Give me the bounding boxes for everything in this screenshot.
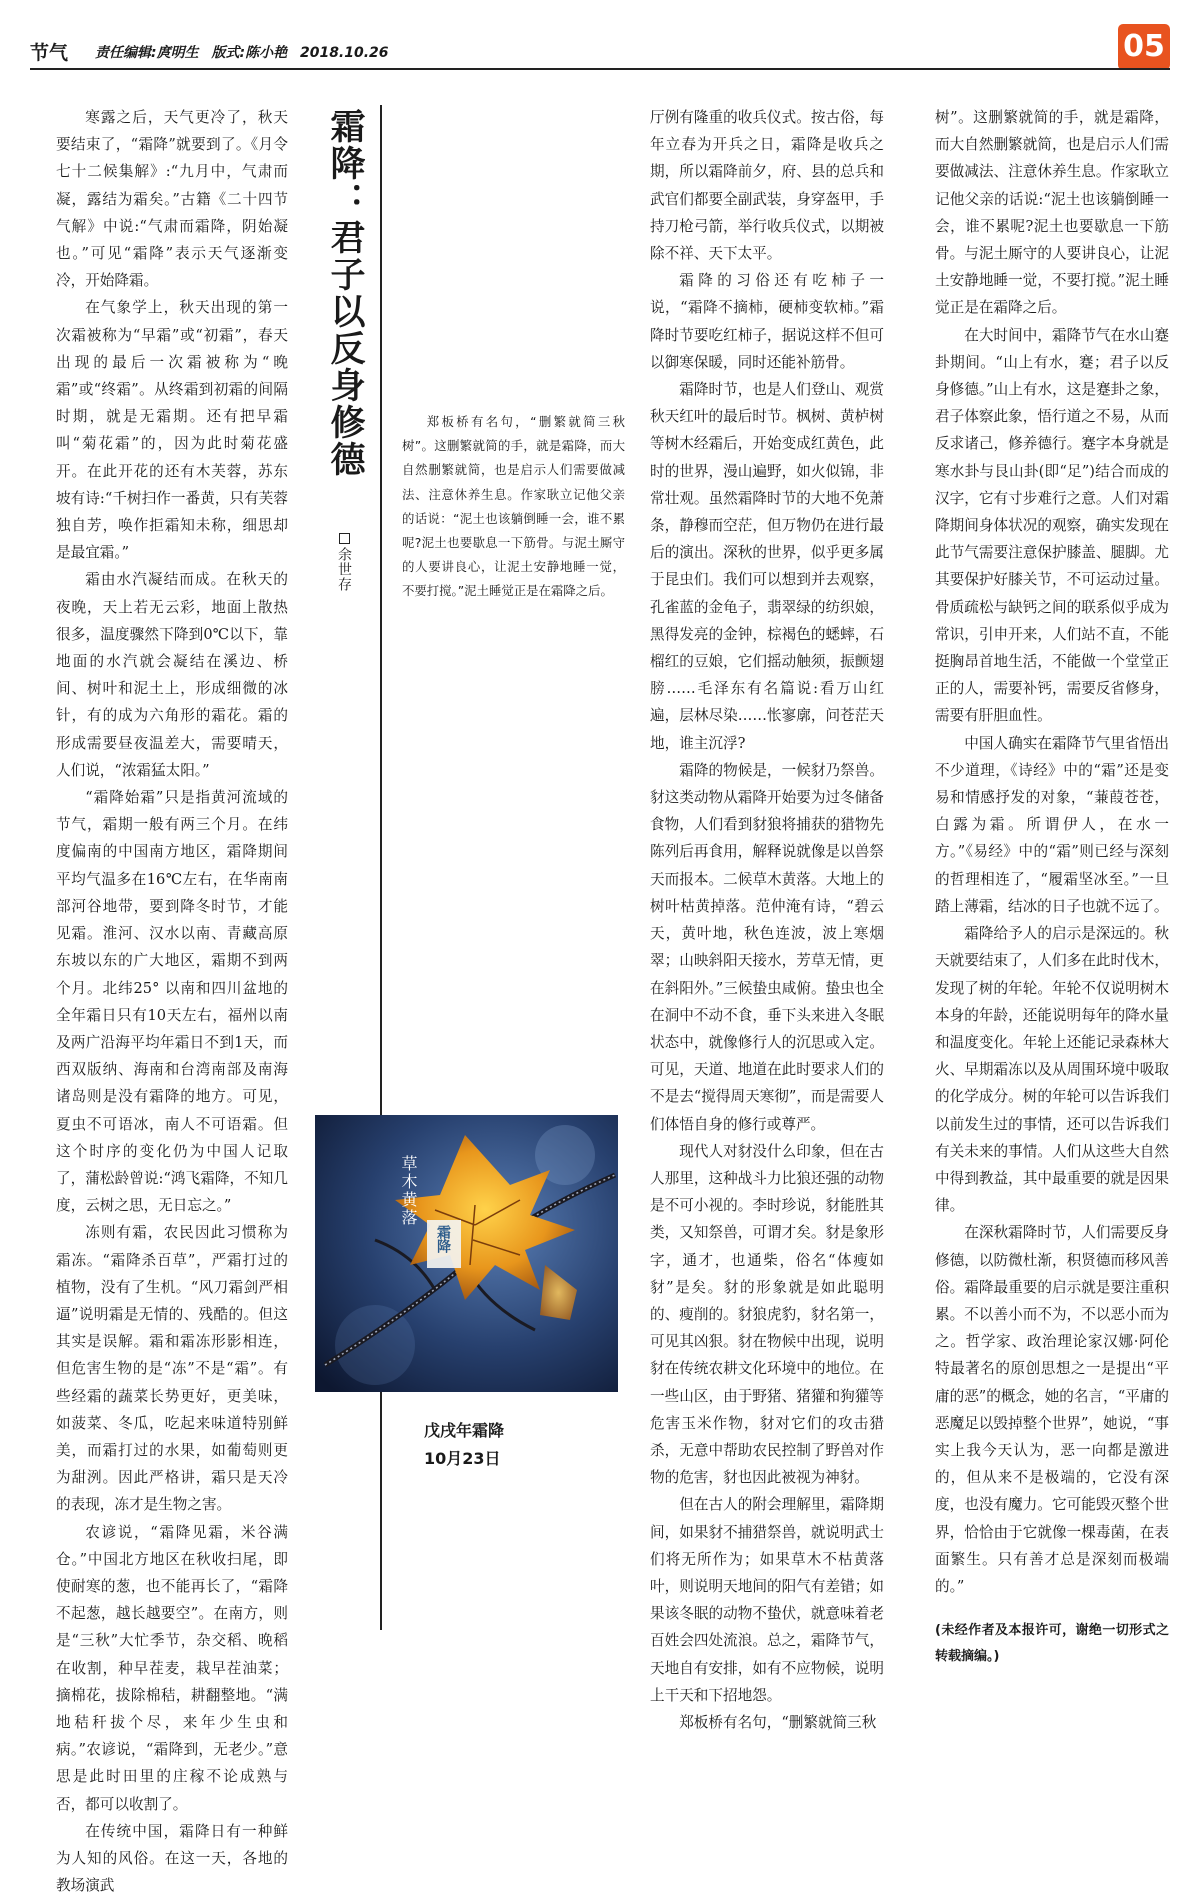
paragraph: 霜降的习俗还有吃柿子一说，“霜降不摘柿，硬柿变软柿。”霜降时节要吃红柿子，据说这样不但可以御寒保暖，同时还能补筋骨。	[650, 272, 884, 371]
paragraph: 中国人确实在霜降节气里省悟出不少道理，《诗经》中的“霜”还是变易和情感抒发的对象，“蒹葭苍苍，白露为霜。所谓伊人，在水一方。”《易经》中的“霜”则已经与深刻的哲理相连了，“履霜坚冰至。”一旦踏上薄霜，结冰的日子也就不远了。	[935, 734, 1169, 915]
header-divider	[30, 68, 1170, 70]
photo-seal: 霜降	[435, 1225, 451, 1253]
caption-line-1: 戊戌年霜降	[424, 1421, 505, 1440]
paragraph: 在大时间中，霜降节气在水山蹇卦期间。“山上有水，蹇；君子以反身修德。”山上有水，这是蹇卦之象，君子体察此象，悟行道之不易，从而反求诸己，修养德行。蹇字本身就是寒水卦与艮山卦(即“足”)结合而成的汉字，它有寸步难行之意。人们对霜降期间身体状况的观察，确实发现在此节气需要注意保护膝盖、腿脚。尤其要保护好膝关节，不可运动过量。骨质疏松与缺钙之间的联系似乎成为常识，引申开来，人们站不直，不能挺胸昂首地生活，不能做一个堂堂正正的人，需要补钙，需要反省修身，需要有肝胆血性。	[935, 326, 1169, 725]
article-title: 霜降：君子以反身修德	[325, 108, 365, 478]
section-name: 节气	[30, 42, 69, 64]
column-divider	[380, 105, 382, 1630]
page-number-badge: 05	[1118, 24, 1170, 70]
paragraph: 冻则有霜，农民因此习惯称为霜冻。“霜降杀百草”，严霜打过的植物，没有了生机。“风刀霜剑严相逼”说明霜是无情的、残酷的。但这其实是误解。霜和霜冻形影相连，但危害生物的是“冻”不是“霜”。有些经霜的蔬菜长势更好，更美味，如菠菜、冬瓜，吃起来味道特别鲜美，而霜打过的水果，如葡萄则更为甜洌。因此严格讲，霜只是天冷的表现，冻才是生物之害。	[56, 1224, 288, 1514]
paragraph: 霜降时节，也是人们登山、观赏秋天红叶的最后时节。枫树、黄栌树等树木经霜后，开始变成红黄色，此时的世界，漫山遍野，如火似锦，非常壮观。虽然霜降时节的大地不免萧条，静穆而空茫，但万物仍在进行最后的演出。深秋的世界，似乎更多属于昆虫们。我们可以想到并去观察，孔雀蓝的金龟子，翡翠绿的纺织娘，黑得发亮的金钟，棕褐色的蟋蟀，石榴红的豆娘，它们摇动触须，振颤翅膀……毛泽东有名篇说:看万山红遍，层林尽染……怅寥廓，问苍茫天地，谁主沉浮?	[650, 381, 884, 752]
paragraph: “霜降始霜”只是指黄河流域的节气，霜期一般有两三个月。在纬度偏南的中国南方地区，霜降期间平均气温多在16℃左右，在华南南部河谷地带，要到降冬时节，才能见霜。淮河、汉水以南、青藏高原东坡以东的广大地区，霜期不到两个月。北纬25° 以南和四川盆地的全年霜日只有10天左右，福州以南及两广沿海平均年霜日不到1天，而西双版纳、海南和台湾南部及南海诸岛则是没有霜降的地方。可见，夏虫不可语冰，南人不可语霜。但这个时序的变化仍为中国人记取了，蒲松龄曾说:“鸿飞霜降，不知几度，云树之思，无日忘之。”	[56, 789, 288, 1215]
paragraph: 但在古人的附会理解里，霜降期间，如果豺不捕猎祭兽，就说明武士们将无所作为；如果草木不枯黄落叶，则说明天地间的阳气有差错；如果该冬眠的动物不蛰伏，就意味着老百姓会四处流浪。总之，霜降节气，天地自有安排，如有不应物候，说明上干天和下招地怨。	[650, 1496, 884, 1704]
paragraph: 在传统中国，霜降日有一种鲜为人知的风俗。在这一天，各地的教场演武	[56, 1822, 288, 1895]
caption-line-2: 10月23日	[424, 1449, 501, 1468]
author-byline	[334, 533, 354, 592]
paragraph: 霜降的物候是，一候豺乃祭兽。豺这类动物从霜降开始要为过冬储备食物，人们看到豺狼将捕获的猎物先陈列后再食用，解释说就像是以兽祭天而报本。二候草木黄落。大地上的树叶枯黄掉落。范仲淹有诗，“碧云天，黄叶地，秋色连波，波上寒烟翠；山映斜阳天接水，芳草无情，更在斜阳外。”三候蛰虫咸俯。蛰虫也全在洞中不动不食，垂下头来进入冬眠状态中，就像修行人的沉思或入定。可见，天道、地道在此时要求人们的不是去“搅得周天寒彻”，而是需要人们体悟自身的修行或尊严。	[650, 761, 884, 1133]
paragraph: 霜降给予人的启示是深远的。秋天就要结束了，人们多在此时伐木，发现了树的年轮。年轮不仅说明树木本身的年龄，还能说明每年的降水量和温度变化。年轮上还能记录森林大火、早期霜冻以及从周围环境中吸取的化学成分。树的年轮可以告诉我们以前发生过的事情，还可以告诉我们有关未来的事情。人们从这些大自然中得到教益，其中最重要的就是因果律。	[935, 925, 1169, 1215]
text-column-1	[56, 104, 288, 1899]
layout-credit: 版式:陈小艳	[211, 45, 288, 61]
paragraph: 树”。这删繁就简的手，就是霜降，而大自然删繁就简，也是启示人们需要做减法、注意休养生息。作家耿立记他父亲的话说:“泥土也该躺倒睡一会，谁不累呢?泥土也要歇息一下筋骨。与泥土厮守的人要讲良心，让泥土安静地睡一觉，不要打搅。”泥土睡觉正是在霜降之后。	[935, 109, 1169, 317]
reprint-notice: (未经作者及本报许可，谢绝一切形式之转载摘编。)	[935, 1623, 1169, 1665]
text-column-3	[650, 104, 884, 1736]
issue-date: 2018.10.26	[299, 45, 389, 61]
author-name: 余世存	[336, 547, 352, 592]
paragraph: 郑板桥有名句，“删繁就简三秋	[679, 1713, 877, 1731]
frost-leaf-photo	[315, 1115, 618, 1392]
photo-overlay-text: 草木黄落	[399, 1155, 418, 1227]
text-column-4	[935, 104, 1169, 1670]
editor-credit: 责任编辑:庹明生	[95, 45, 199, 61]
paragraph: 在气象学上，秋天出现的第一次霜被称为“早霜”或“初霜”，春天出现的最后一次霜被称为“晚霜”或“终霜”。从终霜到初霜的间隔时期，就是无霜期。还有把早霜叫“菊花霜”的，因为此时菊花盛开。在此开花的还有木芙蓉，苏东坡有诗:“千树扫作一番黄，只有芙蓉独自芳，唤作拒霜知未称，细思却是最宜霜。”	[56, 299, 288, 562]
header-meta	[95, 42, 397, 62]
paragraph: 农谚说，“霜降见霜，米谷满仓。”中国北方地区在秋收扫尾，即使耐寒的葱，也不能再长了，“霜降不起葱，越长越要空”。在南方，则是“三秋”大忙季节，杂交稻、晚稻在收割，种早茬麦，栽早茬油菜；摘棉花，拔除棉秸，耕翻整地。“满地秸秆拔个尽，来年少生虫和病。”农谚说，“霜降到，无老少。”意思是此时田里的庄稼不论成熟与否，都可以收割了。	[56, 1523, 288, 1813]
paragraph: 现代人对豺没什么印象，但在古人那里，这种战斗力比狼还强的动物是不可小视的。李时珍说，豺能胜其类，又知祭兽，可谓才矣。豺是象形字，通才，也通柴，俗名“体瘦如豺”是矣。豺的形象就是如此聪明的、瘦削的。豺狼虎豹，豺名第一，可见其凶狠。豺在物候中出现，说明豺在传统农耕文化环境中的地位。在一些山区，由于野猪、猪獾和狗獾等危害玉米作物，豺对它们的攻击猎杀，无意中帮助农民控制了野兽对作物的危害，豺也因此被视为神豺。	[650, 1142, 884, 1487]
paragraph: 霜由水汽凝结而成。在秋天的夜晚，天上若无云彩，地面上散热很多，温度骤然下降到0℃以下，靠地面的水汽就会凝结在溪边、桥间、树叶和泥土上，形成细微的冰针，有的成为六角形的霜花。霜的形成需要昼夜温差大，需要晴天，人们说，“浓霜猛太阳。”	[56, 571, 288, 779]
paragraph: 寒露之后，天气更冷了，秋天要结束了，“霜降”就要到了。《月令七十二候集解》:“九月中，气肃而凝，露结为霜矣。”古籍《二十四节气解》中说:“气肃而霜降，阴始凝也。”可见“霜降”表示天气逐渐变冷，开始降霜。	[56, 109, 288, 290]
byline-box-icon	[339, 533, 350, 544]
paragraph: 厅例有隆重的收兵仪式。按古俗，每年立春为开兵之日，霜降是收兵之期，所以霜降前夕，府、县的总兵和武官们都要全副武装，身穿盔甲，手持刀枪弓箭，举行收兵仪式，以期被除不祥、天下太平。	[650, 109, 884, 263]
photo-caption	[424, 1417, 504, 1473]
paragraph: 在深秋霜降时节，人们需要反身修德，以防微杜渐，积贤德而移风善俗。霜降最重要的启示就是要注重积累。不以善小而不为，不以恶小而为之。哲学家、政治理论家汉娜·阿伦特最著名的原创思想之一是提出“平庸的恶”的概念，她的名言，“平庸的恶魔足以毁掉整个世界”，她说，“事实上我今天认为，恶一向都是激进的，但从来不是极端的，它没有深度，也没有魔力。它可能毁灭整个世界，恰恰由于它就像一棵毒菌，在表面繁生。只有善才总是深刻而极端的。”	[935, 1224, 1169, 1595]
pull-quote: 郑板桥有名句，“删繁就简三秋树”。这删繁就简的手，就是霜降，而大自然删繁就简，也是启示人们需要做减法、注意休养生息。作家耿立记他父亲的话说：“泥土也该躺倒睡一会，谁不累呢?泥土也要歇息一下筋骨。与泥土厮守的人要讲良心，让泥土安静地睡一觉，不要打搅。”泥土睡觉正是在霜降之后。	[402, 414, 625, 599]
